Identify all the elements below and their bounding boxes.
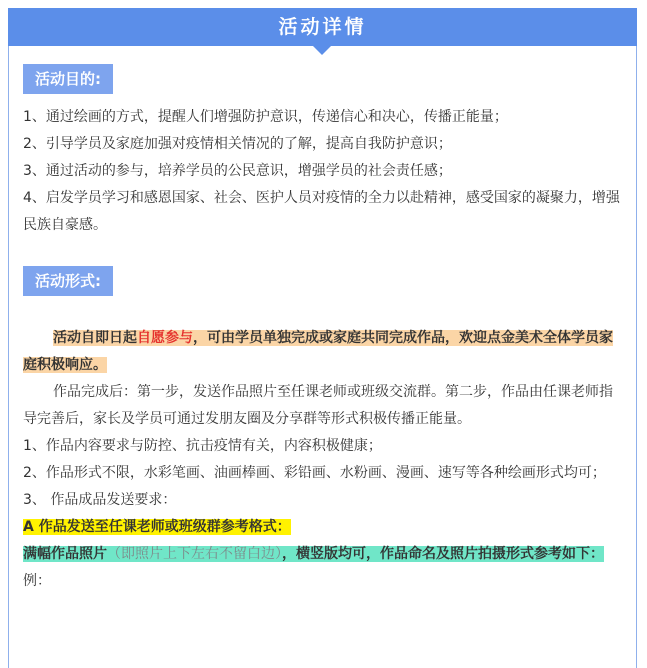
section-tag-form: 活动形式:: [23, 266, 113, 296]
purpose-item-2: 2、引导学员及家庭加强对疫情相关情况的了解，提高自我防护意识；: [23, 136, 452, 152]
purpose-item-3: 3、通过活动的参与，培养学员的公民意识，增强学员的社会责任感；: [23, 163, 452, 179]
form-req-1: 1、作品内容要求与防控、抗击疫情有关，内容积极健康；: [23, 438, 382, 454]
form-body: [23, 325, 623, 595]
form-intro: [23, 325, 623, 379]
form-intro-text-1: 活动自即日起: [53, 330, 137, 346]
form-req-2: 2、作品形式不限，水彩笔画、油画棒画、彩铅画、水粉画、漫画、速写等各种绘画形式均可；: [23, 465, 606, 481]
photo-requirement: [23, 541, 623, 568]
form-intro-text-2: ，可由学员单独完成或家庭共同完成作品，欢迎点金美术全体学员家庭积极响应。: [23, 330, 613, 373]
format-a-text: A 作品发送至任课老师或班级群参考格式：: [23, 519, 291, 535]
page-title: 活动详情: [8, 8, 637, 46]
section-tag-purpose: 活动目的:: [23, 64, 113, 94]
photo-text-2: ，横竖版均可，作品命名及照片拍摄形式参考如下：: [282, 546, 604, 562]
purpose-item-4: 4、启发学员学习和感恩国家、社会、医护人员对疫情的全力以赴精神，感受国家的凝聚力，增强民族自豪感。: [23, 190, 620, 233]
example-label: 例：: [23, 573, 51, 589]
form-after: 作品完成后：第一步，发送作品照片至任课老师或班级交流群。第二步，作品由任课老师指导完善后，家长及学员可通过发朋友圈及分享群等形式积极传播正能量。: [23, 384, 613, 427]
photo-text-1: 满幅作品照片: [23, 546, 107, 562]
form-req-3: 3、 作品成品发送要求：: [23, 492, 177, 508]
form-intro-highlight: 自愿参与: [137, 330, 193, 346]
purpose-item-1: 1、通过绘画的方式，提醒人们增强防护意识，传递信心和决心，传播正能量；: [23, 109, 508, 125]
photo-text-gray: （即照片上下左右不留白边）: [107, 546, 282, 562]
format-a: [23, 514, 623, 541]
header-notch: [313, 46, 331, 55]
purpose-list: [23, 104, 623, 239]
